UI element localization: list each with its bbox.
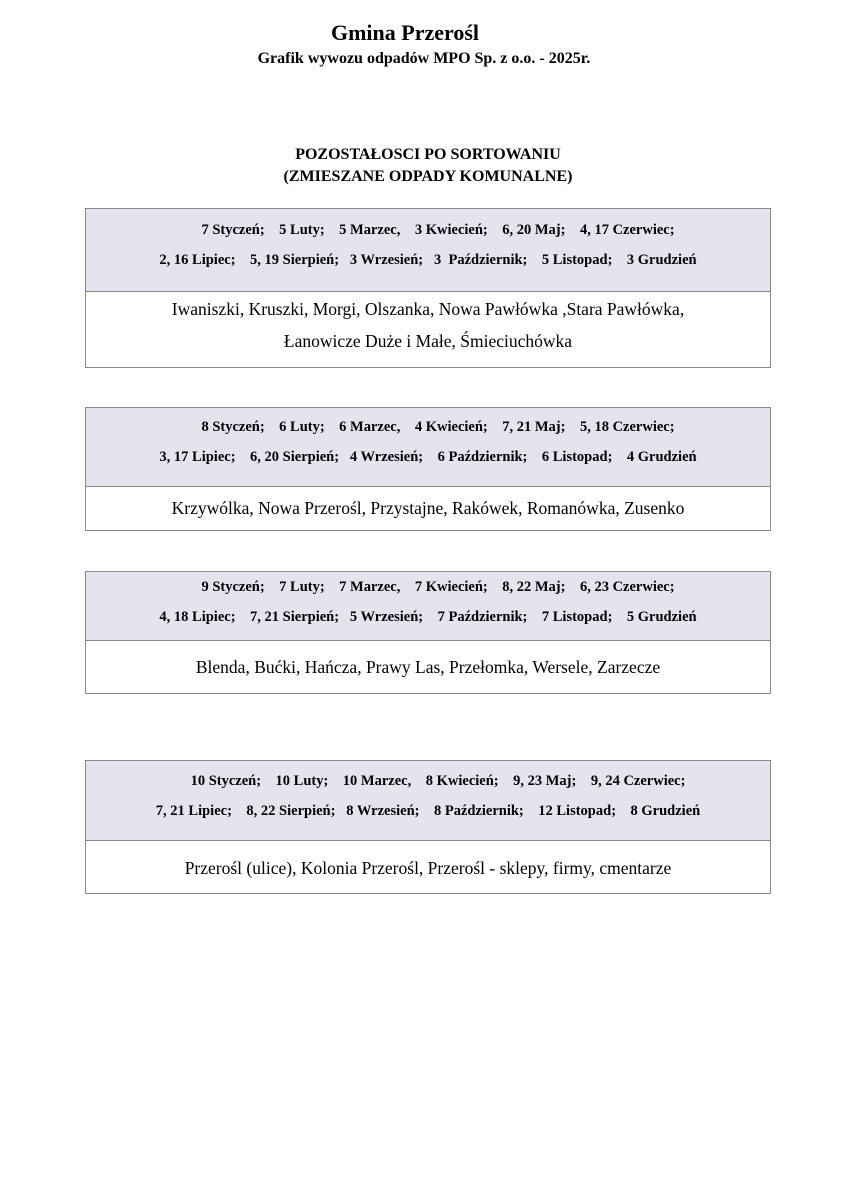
schedule-block <box>85 208 771 368</box>
section-heading <box>0 144 848 188</box>
schedule-places <box>86 841 770 884</box>
schedule-dates <box>86 408 770 487</box>
schedule-places <box>86 292 770 357</box>
dates-line: 9 Styczeń; 7 Luty; 7 Marzec, 7 Kwiecień; 8, 22 Maj; 6, 23 Czerwiec; <box>201 579 675 595</box>
places-line: Iwaniszki, Kruszki, Morgi, Olszanka, Nowa Pawłówka ,Stara Pawłówka, <box>171 299 685 319</box>
schedule-places <box>86 487 770 524</box>
dates-line: 7 Styczeń; 5 Luty; 5 Marzec, 3 Kwiecień; 6, 20 Maj; 4, 17 Czerwiec; <box>201 222 675 238</box>
places-line: Krzywólka, Nowa Przerośl, Przystajne, Rakówek, Romanówka, Zusenko <box>171 498 685 518</box>
section-heading-line1: POZOSTAŁOSCI PO SORTOWANIU <box>295 146 561 163</box>
page-subtitle: Grafik wywozu odpadów MPO Sp. z o.o. - 2025r. <box>257 50 591 67</box>
section-heading-line2: (ZMIESZANE ODPADY KOMUNALNE) <box>283 168 573 185</box>
dates-line: 10 Styczeń; 10 Luty; 10 Marzec, 8 Kwiecień; 9, 23 Maj; 9, 24 Czerwiec; <box>190 773 686 789</box>
schedule-places <box>86 641 770 683</box>
page-title: Gmina Przerośl <box>330 20 480 45</box>
schedule-block <box>85 407 771 531</box>
dates-line: 7, 21 Lipiec; 8, 22 Sierpień; 8 Wrzesień; 8 Październik; 12 Listopad; 8 Grudzień <box>155 803 701 819</box>
dates-line: 2, 16 Lipiec; 5, 19 Sierpień; 3 Wrzesień; 3 Październik; 5 Listopad; 3 Grudzień <box>159 252 697 268</box>
dates-line: 4, 18 Lipiec; 7, 21 Sierpień; 5 Wrzesień; 7 Październik; 7 Listopad; 5 Grudzień <box>159 609 697 625</box>
schedule-dates <box>86 572 770 641</box>
schedule-block <box>85 571 771 694</box>
places-line: Łanowicze Duże i Małe, Śmieciuchówka <box>283 331 573 351</box>
schedule-dates <box>86 209 770 292</box>
dates-line: 3, 17 Lipiec; 6, 20 Sierpień; 4 Wrzesień; 6 Październik; 6 Listopad; 4 Grudzień <box>159 449 697 465</box>
places-line: Przerośl (ulice), Kolonia Przerośl, Przerośl - sklepy, firmy, cmentarze <box>184 858 672 878</box>
schedule-dates <box>86 761 770 841</box>
dates-line: 8 Styczeń; 6 Luty; 6 Marzec, 4 Kwiecień; 7, 21 Maj; 5, 18 Czerwiec; <box>201 419 675 435</box>
places-line: Blenda, Bućki, Hańcza, Prawy Las, Przełomka, Wersele, Zarzecze <box>195 657 661 677</box>
schedule-block <box>85 760 771 894</box>
